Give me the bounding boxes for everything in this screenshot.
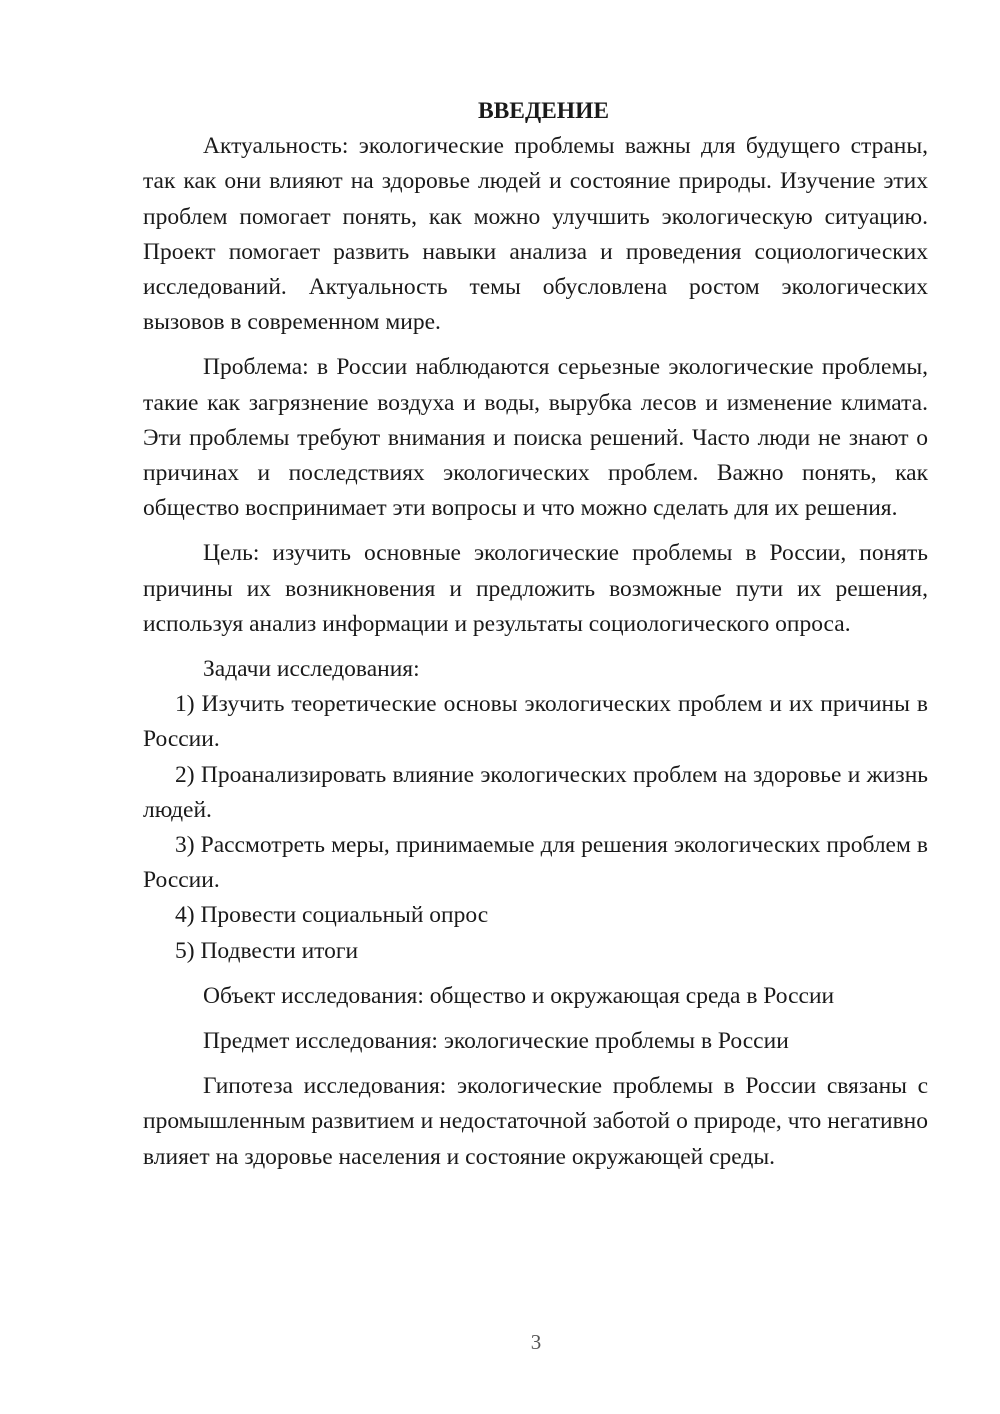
tasks-heading: Задачи исследования: [203, 656, 420, 683]
task-item: 4) Провести социальный опрос [175, 902, 489, 929]
paragraph-goal: Цель: изучить основные экологические проблемы в России, понять причины их возникновения и предложить возможные пути их решения, используя анализ информации и результаты социологического опроса. [143, 540, 928, 637]
section-title: ВВЕДЕНИЕ [477, 98, 610, 124]
task-item: 5) Подвести итоги [175, 937, 359, 964]
paragraph-object: Объект исследования: общество и окружающая среда в России [203, 982, 835, 1009]
paragraph-subject: Предмет исследования: экологические проблемы в России [203, 1028, 789, 1055]
task-item: 2) Проанализировать влияние экологических проблем на здоровье и жизнь людей. [143, 761, 928, 823]
paragraph-relevance: Актуальность: экологические проблемы важны для будущего страны, так как они влияют на здоровье людей и состояние природы. Изучение этих проблем помогает понять, как можно улучшить экологическую ситуацию. Проект помогает развить навыки анализа и проведения социологических исследований. Актуальность темы обусловлена ростом экологических вызовов в современном мире. [143, 133, 928, 336]
paragraph-problem: Проблема: в России наблюдаются серьезные экологические проблемы, такие как загрязнение воздуха и воды, вырубка лесов и изменение климата. Эти проблемы требуют внимания и поиска решений. Часто люди не знают о причинах и последствиях экологических проблем. Важно понять, как общество воспринимает эти вопросы и что можно сделать для их решения. [143, 354, 928, 522]
task-item: 1) Изучить теоретические основы экологических проблем и их причины в России. [143, 691, 928, 753]
page-content [143, 94, 928, 1175]
task-item: 3) Рассмотреть меры, принимаемые для решения экологических проблем в России. [143, 832, 928, 894]
page-number: 3 [530, 1330, 542, 1354]
paragraph-hypothesis: Гипотеза исследования: экологические проблемы в России связаны с промышленным развитием и недостаточной заботой о природе, что негативно влияет на здоровье населения и состояние окружающей среды. [143, 1073, 928, 1170]
